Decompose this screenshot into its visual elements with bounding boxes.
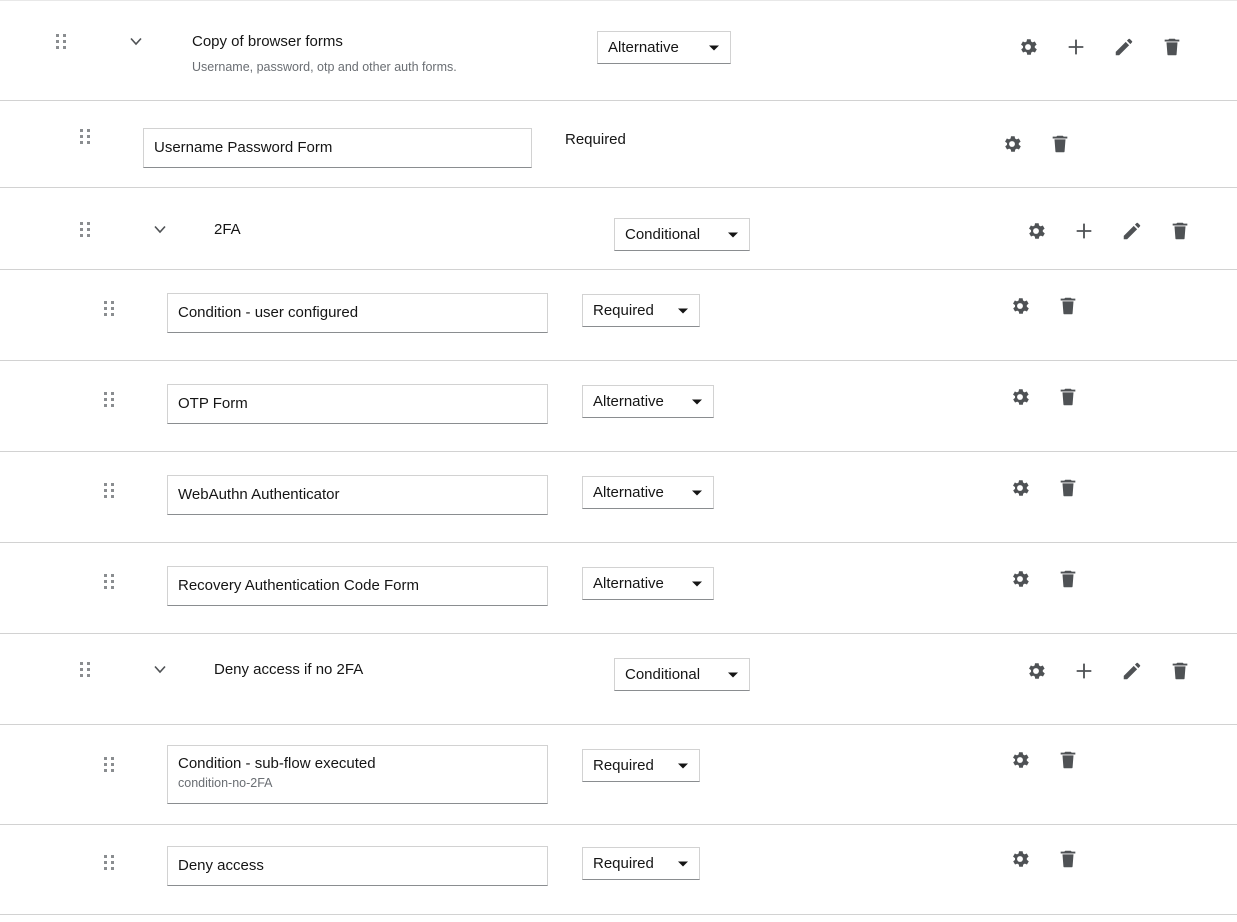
chevron-down-icon [663,762,689,770]
execution-row-condition-user-configured [0,270,1237,361]
pencil-icon[interactable] [1113,36,1135,58]
settings-icon[interactable] [1009,568,1031,590]
execution-row-condition-sub-flow-executed [0,725,1237,825]
settings-icon[interactable] [1001,133,1023,155]
execution-row-deny-access [0,825,1237,915]
requirement-select[interactable] [582,294,700,327]
drag-handle-icon[interactable] [79,221,93,237]
trash-icon[interactable] [1169,660,1191,682]
drag-handle-icon[interactable] [103,854,117,870]
execution-row-recovery-authentication-code-form [0,543,1237,634]
chevron-down-icon[interactable] [127,32,145,50]
drag-handle-icon[interactable] [103,482,117,498]
plus-icon[interactable] [1073,660,1095,682]
execution-name-value: Condition - sub-flow executed [178,755,376,772]
requirement-static-label: Required [565,131,626,148]
flow-row-2fa [0,188,1237,270]
execution-name-field[interactable]: WebAuthn Authenticator [167,475,548,515]
execution-name-field[interactable]: Username Password Form [143,128,532,168]
execution-row-webauthn-authenticator [0,452,1237,543]
execution-name-field[interactable] [167,745,548,804]
requirement-select[interactable] [582,567,714,600]
requirement-value: Alternative [593,575,664,592]
chevron-down-icon [663,860,689,868]
requirement-select[interactable] [614,658,750,691]
drag-handle-icon[interactable] [79,661,93,677]
chevron-down-icon [677,580,703,588]
settings-icon[interactable] [1009,295,1031,317]
drag-handle-icon[interactable] [103,756,117,772]
drag-handle-icon[interactable] [103,391,117,407]
trash-icon[interactable] [1169,220,1191,242]
trash-icon[interactable] [1057,477,1079,499]
settings-icon[interactable] [1017,36,1039,58]
drag-handle-icon[interactable] [103,300,117,316]
settings-icon[interactable] [1009,749,1031,771]
row-title: Deny access if no 2FA [214,661,364,678]
execution-row-otp-form [0,361,1237,452]
settings-icon[interactable] [1025,220,1047,242]
chevron-down-icon [663,307,689,315]
settings-icon[interactable] [1009,848,1031,870]
pencil-icon[interactable] [1121,660,1143,682]
trash-icon[interactable] [1057,386,1079,408]
trash-icon[interactable] [1057,295,1079,317]
requirement-value: Alternative [593,484,664,501]
requirement-value: Required [593,302,654,319]
drag-handle-icon[interactable] [103,573,117,589]
execution-name-field[interactable]: OTP Form [167,384,548,424]
requirement-value: Conditional [625,666,701,683]
pencil-icon[interactable] [1121,220,1143,242]
execution-alias: condition-no-2FA [178,776,273,790]
chevron-down-icon [677,489,703,497]
drag-handle-icon[interactable] [55,33,69,49]
trash-icon[interactable] [1057,568,1079,590]
settings-icon[interactable] [1009,386,1031,408]
drag-handle-icon[interactable] [79,128,93,144]
requirement-value: Required [593,855,654,872]
plus-icon[interactable] [1073,220,1095,242]
requirement-select[interactable] [582,749,700,782]
chevron-down-icon [694,44,720,52]
settings-icon[interactable] [1009,477,1031,499]
chevron-down-icon [713,671,739,679]
chevron-down-icon[interactable] [151,220,169,238]
trash-icon[interactable] [1057,848,1079,870]
requirement-select[interactable] [597,31,731,64]
requirement-select[interactable] [582,476,714,509]
requirement-value: Alternative [593,393,664,410]
flow-row-deny-access-if-no-2fa [0,634,1237,725]
requirement-select[interactable] [582,847,700,880]
execution-row-username-password-form [0,101,1237,188]
execution-name-field[interactable]: Deny access [167,846,548,886]
requirement-value: Alternative [608,39,679,56]
requirement-value: Conditional [625,226,701,243]
flow-row-copy-of-browser-forms [0,0,1237,101]
trash-icon[interactable] [1049,133,1071,155]
row-subtitle: Username, password, otp and other auth forms. [192,60,457,74]
row-title: 2FA [214,221,241,238]
trash-icon[interactable] [1057,749,1079,771]
chevron-down-icon[interactable] [151,660,169,678]
settings-icon[interactable] [1025,660,1047,682]
requirement-select[interactable] [582,385,714,418]
chevron-down-icon [677,398,703,406]
plus-icon[interactable] [1065,36,1087,58]
row-title: Copy of browser forms [192,33,343,50]
trash-icon[interactable] [1161,36,1183,58]
chevron-down-icon [713,231,739,239]
requirement-select[interactable] [614,218,750,251]
requirement-value: Required [593,757,654,774]
execution-name-field[interactable]: Condition - user configured [167,293,548,333]
execution-name-field[interactable]: Recovery Authentication Code Form [167,566,548,606]
